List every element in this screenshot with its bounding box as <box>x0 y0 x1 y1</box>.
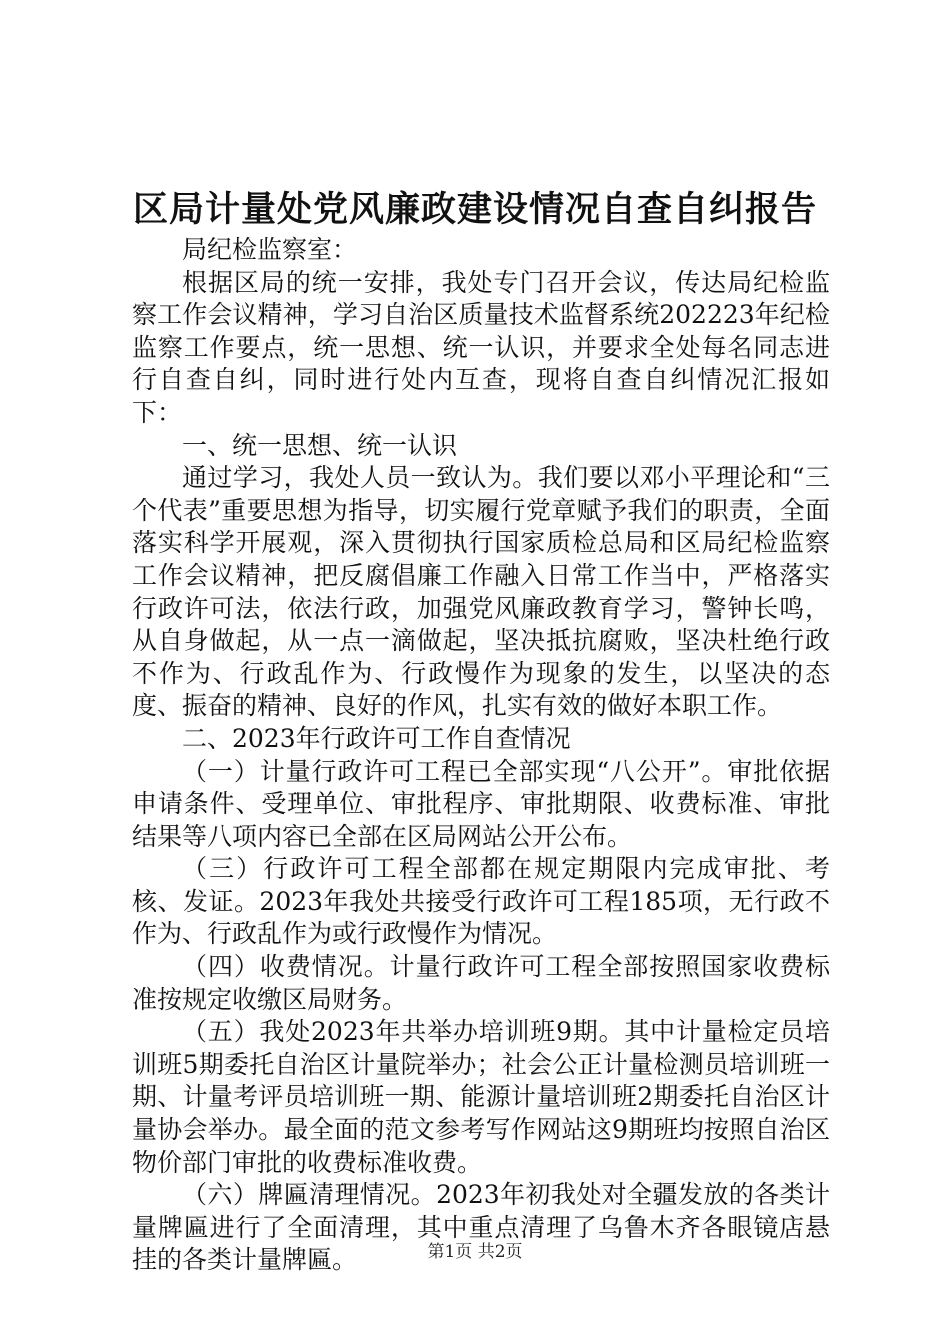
list-item: （五）我处2023年共举办培训班9期。其中计量检定员培训班5期委托自治区计量院举办；社会公正计量检测员培训班一期、计量考评员培训班一期、能源计量培训班2期委托自治区计量协会举办。最全面的范文参考写作网站这9期班均按照自治区物价部门审批的收费标准收费。 <box>132 1017 830 1177</box>
list-item: （六）牌匾清理情况。2023年初我处对全疆发放的各类计量牌匾进行了全面清理，其中重点清理了乌鲁木齐各眼镜店悬挂的各类计量牌匾。 <box>132 1180 830 1275</box>
list-item: （一）计量行政许可工程已全部实现“八公开”。审批依据申请条件、受理单位、审批程序、审批期限、收费标准、审批结果等八项内容已全部在区局网站公开公布。 <box>132 756 830 851</box>
salutation: 局纪检监察室： <box>182 235 358 264</box>
section-heading-2: 二、2023年行政许可工作自查情况 <box>182 723 571 753</box>
page-title: 区局计量处党风廉政建设情况自查自纠报告 <box>132 189 817 230</box>
list-item: （三）行政许可工程全部都在规定期限内完成审批、考核、发证。2023年我处共接受行政许可工程185项，无行政不作为、行政乱作为或行政慢作为情况。 <box>132 854 830 949</box>
body-paragraph: 通过学习，我处人员一致认为。我们要以邓小平理论和“三个代表”重要思想为指导，切实履行党章赋予我们的职责，全面落实科学开展观，深入贯彻执行国家质检总局和区局纪检监察工作会议精神，把反腐倡廉工作融入日常工作当中，严格落实行政许可法，依法行政，加强党风廉政教育学习，警钟长鸣，从自身做起，从一点一滴做起，坚决抵抗腐败，坚决杜绝行政不作为、行政乱作为、行政慢作为现象的发生，以坚决的态度、振奋的精神、良好的作风，扎实有效的做好本职工作。 <box>132 463 830 721</box>
page-number: 第1页 共2页 <box>427 1242 523 1262</box>
section-heading-1: 一、统一思想、统一认识 <box>182 430 458 460</box>
list-item: （四）收费情况。计量行政许可工程全部按照国家收费标准按规定收缴区局财务。 <box>132 952 830 1014</box>
intro-paragraph: 根据区局的统一安排，我处专门召开会议，传达局纪检监察工作会议精神，学习自治区质量技术监督系统202223年纪检监察工作要点，统一思想、统一认识，并要求全处每名同志进行自查自纠，同时进行处内互查，现将自查自纠情况汇报如下： <box>132 267 830 427</box>
document-body <box>132 234 830 1277</box>
